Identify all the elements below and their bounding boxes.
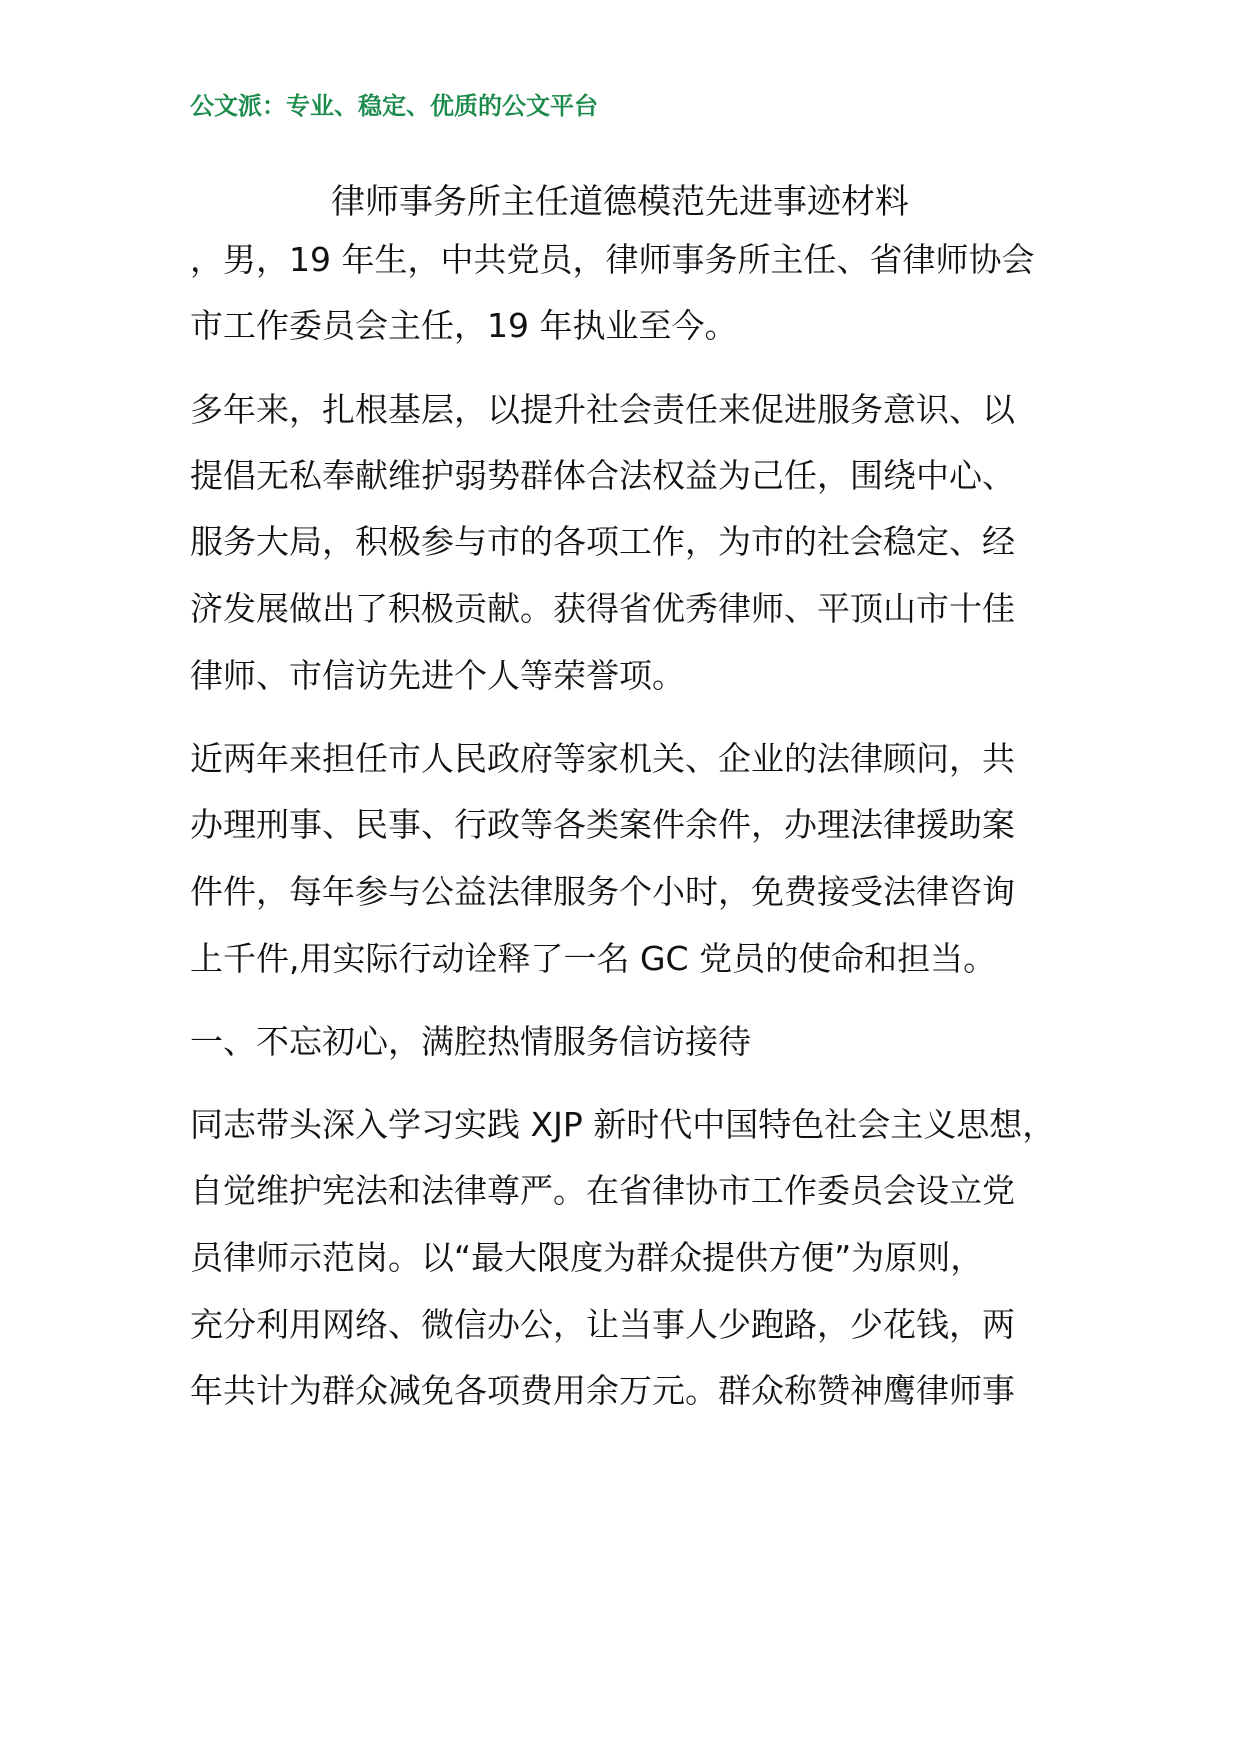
body-line: 上千件,用实际行动诠释了一名 GC 党员的使命和担当。 <box>190 939 997 978</box>
body-line: 市工作委员会主任，19 年执业至今。 <box>190 306 738 345</box>
section-heading: 一、不忘初心，满腔热情服务信访接待 <box>190 1022 751 1061</box>
document-title: 律师事务所主任道德模范先进事迹材料 <box>331 182 909 222</box>
body-line: 年共计为群众减免各项费用余万元。群众称赞神鹰律师事 <box>190 1371 1015 1410</box>
header-brand: 公文派：专业、稳定、优质的公文平台 <box>190 91 598 120</box>
body-line: 办理刑事、民事、行政等各类案件余件，办理法律援助案 <box>190 805 1015 844</box>
body-line: 近两年来担任市人民政府等家机关、企业的法律顾问，共 <box>190 739 1015 778</box>
body-line: 济发展做出了积极贡献。获得省优秀律师、平顶山市十佳 <box>190 589 1015 628</box>
body-line: 多年来，扎根基层，以提升社会责任来促进服务意识、以 <box>190 390 1015 429</box>
body-line: 服务大局，积极参与市的各项工作，为市的社会稳定、经 <box>190 522 1015 561</box>
body-line: 自觉维护宪法和法律尊严。在省律协市工作委员会设立党 <box>190 1171 1015 1210</box>
body-line: 充分利用网络、微信办公，让当事人少跑路，少花钱，两 <box>190 1305 1015 1344</box>
body-line: 员律师示范岗。以“最大限度为群众提供方便”为原则， <box>190 1238 984 1277</box>
body-line: ，男，19 年生，中共党员，律师事务所主任、省律师协会 <box>190 240 1035 279</box>
body-line: 同志带头深入学习实践 XJP 新时代中国特色社会主义思想， <box>190 1105 1056 1144</box>
body-line: 件件，每年参与公益法律服务个小时，免费接受法律咨询 <box>190 872 1015 911</box>
body-line: 提倡无私奉献维护弱势群体合法权益为己任，围绕中心、 <box>190 456 1015 495</box>
body-line: 律师、市信访先进个人等荣誉项。 <box>190 656 685 695</box>
